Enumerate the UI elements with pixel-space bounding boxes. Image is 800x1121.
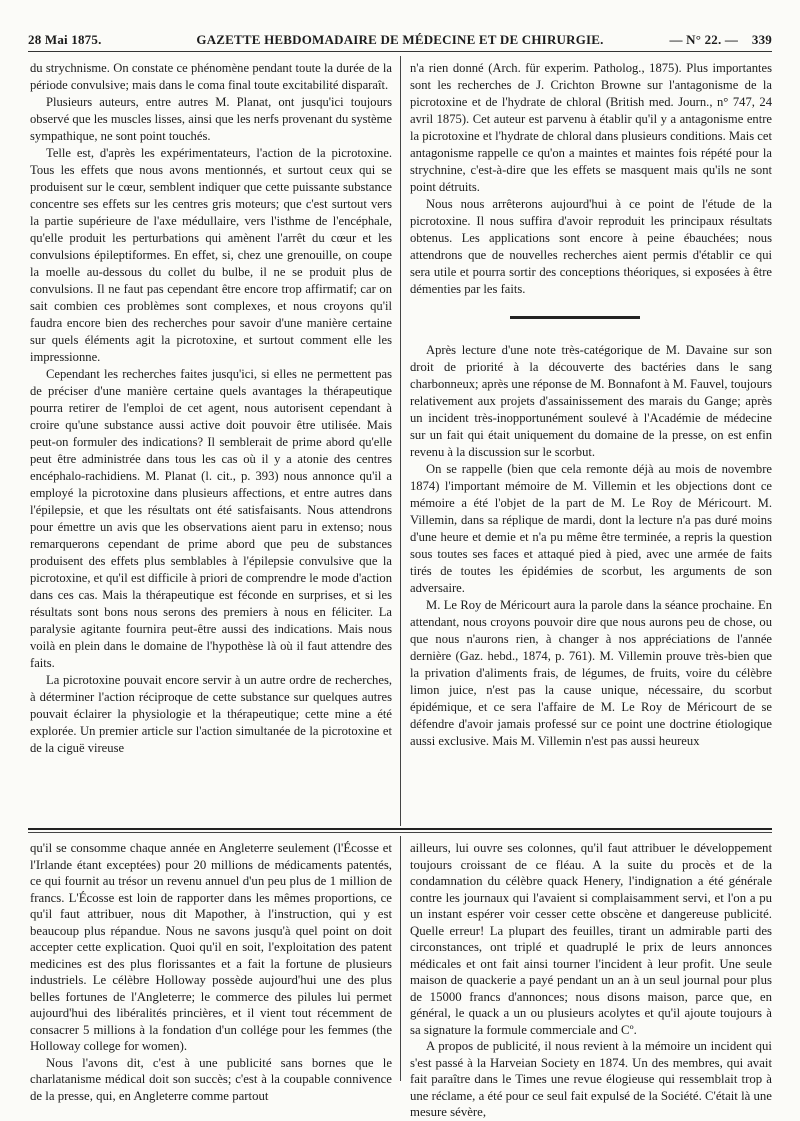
paragraph: qu'il se consomme chaque année en Angleterre seulement (l'Écosse et l'Irlande étant exceptées) pour 20 millions de médicaments patentés, ce qui fournit au trésor un revenu annuel d'un peu plus de 1 million de francs. L'Écosse est loin de rapporter dans les mêmes proportions, ce qu'il faut attribuer, nous dit Mapother, à l'instruction, qui y est beaucoup plus répandue. Nous ne savons jusqu'à quel point on doit accepter cette explication. Quoi qu'il en soit, l'exploitation des patent medicines est des plus florissantes et a fait la fortune de plusieurs industriels. Le célèbre Holloway possède aujourd'hui une des plus belles fortunes de l'Angleterre; le commerce des pilules lui permet aujourd'hui des libéralités princières, et il vient tout récemment de consacrer 5 millions à la fondation d'un collége pour les femmes (the Holloway college for women). xyxy=(30,841,392,1053)
paragraph: ailleurs, lui ouvre ses colonnes, qu'il faut attribuer le développement toujours croissant de ce fléau. A la suite du procès et de la condamnation du célèbre quack Henery, l'indignation a été générale contre les journaux qui l'avaient si complaisamment servi, et l'on a pu un instant espérer voir cesser cette obscène et dangereuse publicité. Quelle erreur! La plupart des feuilles, tirant un admirable parti des circonstances, ont triplé et quadruplé le prix de leurs annonces médicales et ont fait ainsi tourner l'incident à leur profit. Une seule maison de quackerie a payé pendant un an à un seul journal pour plus de 15000 francs d'annonces; nous disons maison, parce que, en général, le quack a un ou plusieurs acolytes et qu'il ajoute toujours à sa signature la formule commerciale and Cº. xyxy=(410,841,772,1037)
header-date: 28 Mai 1875. xyxy=(28,32,102,47)
feuilleton-rule-thin xyxy=(28,832,772,833)
paragraph: Nous nous arrêterons aujourd'hui à ce point de l'étude de la picrotoxine. Il nous suffira d'avoir reproduit les principaux résultats obtenus. Les applications sont encore à peine ébauchées; nous attendrons que de nouvelles recherches aient permis d'établir ce qui sera utile et pourra sortir des conceptions théoriques, si exposées à être démenties par les faits. xyxy=(410,197,772,296)
section-separator-space xyxy=(410,298,772,342)
paragraph: n'a rien donné (Arch. für experim. Patholog., 1875). Plus importantes sont les recherches de J. Crichton Browne sur l'antagonisme de la picrotoxine et de l'hydrate de chloral (British med. Journ., n° 747, 24 avril 1875). Cet auteur est parvenu à établir qu'il y a antagonisme entre la picrotoxine et l'hydrate de chloral dans plusieurs conditions. Mais cet antagonisme rappelle ce qu'on a maintes et maintes fois répété pour la strychnine, c'est-à-dire que les effets se masquent mais qu'ils ne sont point détruits. xyxy=(410,61,772,194)
paragraph: Telle est, d'après les expérimentateurs, l'action de la picrotoxine. Tous les effets que nous avons mentionnés, et surtout ceux qui se produisent sur le cœur, semblent indiquer que cette puissante substance concentre ses effets sur les centres gris moteurs; que c'est surtout vers la partie supérieure de l'axe médullaire, vers l'isthme de l'encéphale, qu'elle produit les perturbations qui amènent l'arrêt du cœur et les convulsions épileptiformes. En effet, si, chez une grenouille, on coupe la moelle au-dessous du collet du bulbe, il ne se produit plus de convulsions. Il ne faut pas cependant être encore trop affirmatif; car on sait combien ces problèmes sont complexes, et nous croyons qu'il faudra encore bien des recherches pour savoir d'une manière certaine sur quels éléments agit la picrotoxine, et surtout comment elle les impressionne. xyxy=(30,146,392,364)
header-issue-page xyxy=(669,32,772,48)
column-right-top xyxy=(410,60,772,825)
header-title: GAZETTE HEBDOMADAIRE DE MÉDECINE ET DE CHIRURGIE. xyxy=(196,32,604,47)
feuilleton-rule-thick xyxy=(28,828,772,830)
paragraph: La picrotoxine pouvait encore servir à un autre ordre de recherches, à déterminer l'action réciproque de cette substance sur quelques autres pouvait éclairer la physiologie et la thérapeutique; cette mine a été explorée. Un premier article sur l'action simultanée de la picrotoxine et de la ciguë vireuse xyxy=(30,673,392,755)
header-rule xyxy=(28,51,772,52)
paragraph: Cependant les recherches faites jusqu'ici, si elles ne permettent pas de préciser d'une manière certaine quels avantages la thérapeutique pourra retirer de l'emploi de cet agent, nous autorisent cependant à croire qu'une substance aussi active doit pouvoir être utilisée. Mais peut-on formuler des indications? Il semblerait de prime abord qu'elle peut être administrée dans tous les cas où il y a atonie des centres encéphalo-rachidiens. M. Planat (l. cit., p. 393) nous annonce qu'il a employé la picrotoxine dans plusieurs affections, et entre autres dans l'épilepsie, et que les résultats ont été satisfaisants. Nous attendrons pour émettre un avis que les observations aient paru in extenso; nous remarquerons cependant de prime abord que peu de substances produisent des effets plus semblables à l'épilepsie convulsive que la picrotoxine, et qu'il est difficile à priori de comprendre le mode d'action dans ces cas. Mais la thérapeutique est féconde en surprises, et si les résultats sont bons nous serons des premiers à nous en féliciter. La paralysie agitante fournira peut-être aussi des indications. Mais nous voilà en plein dans le domaine de l'hypothèse là où il faut attendre des faits. xyxy=(30,367,392,670)
column-divider-top xyxy=(400,56,401,826)
paragraph: On se rappelle (bien que cela remonte déjà au mois de novembre 1874) l'important mémoire de M. Villemin et les objections dont ce mémoire a été l'objet de la part de M. Le Roy de Méricourt. M. Villemin, dans sa réplique de mardi, dont la lecture n'a pas duré moins d'une heure et demie et n'a pu même être terminée, a repris la question sous toutes ses faces et attaqué pied à pied, avec une armée de faits tirés de toutes les épidémies de scorbut, les arguments de son adversaire. xyxy=(410,462,772,595)
paragraph: Plusieurs auteurs, entre autres M. Planat, ont jusqu'ici toujours observé que les muscles lisses, ainsi que les nerfs provenant du système sympathique, ne sont point touchés. xyxy=(30,95,392,143)
paragraph: M. Le Roy de Méricourt aura la parole dans la séance prochaine. En attendant, nous croyons pouvoir dire que nous aurons peu de chose, ou que nous n'aurons rien, à changer à nos appréciations de l'année dernière (Gaz. hebd., 1874, p. 761). M. Villemin prouve très-bien que la privation d'aliments frais, de légumes, de fruits, voire du célèbre limon juice, n'est pas la cause unique, nécessaire, du scorbut épidémique, et ce sera l'affaire de M. Le Roy de Méricourt de se défendre d'avoir jamais professé sur ce point une doctrine étiologique aussi exclusive. Mais M. Villemin n'est pas aussi heureux xyxy=(410,598,772,748)
column-left-top xyxy=(30,60,392,825)
column-divider-bottom xyxy=(400,836,401,1081)
header-issue: — N° 22. — xyxy=(669,32,739,47)
header-page-number: 339 xyxy=(751,32,772,47)
section-separator-rule xyxy=(510,316,640,319)
running-header xyxy=(28,28,772,50)
paragraph: A propos de publicité, il nous revient à la mémoire un incident qui s'est passé à la Harveian Society en 1874. Un des membres, qui avait fait paraître dans le Times une revue élogieuse qui ressemblait trop à une réclame, a été pour ce seul fait expulsé de la Société. C'était là une mesure sévère, xyxy=(410,1039,772,1119)
paragraph: Nous l'avons dit, c'est à une publicité sans bornes que le charlatanisme médical doit son succès; c'est à la coupable connivence de la presse, qui, en Angleterre comme partout xyxy=(30,1055,392,1103)
paragraph: Après lecture d'une note très-catégorique de M. Davaine sur son droit de priorité à la découverte des bactéries dans le sang charbonneux; après une réponse de M. Bonnafont à M. Fauvel, toujours relativement aux projets d'assainissement des marais du Gange; après un incident très-inopportunément soulevé à l'Académie de médecine sur un fait qui était uniquement du domaine de la presse, on est enfin revenu à la discussion sur le scorbut. xyxy=(410,343,772,459)
column-left-bottom xyxy=(30,840,392,1103)
column-right-bottom xyxy=(410,840,772,1119)
paragraph: du strychnisme. On constate ce phénomène pendant toute la durée de la période convulsive; mais dans le coma final toute excitabilité disparaît. xyxy=(30,61,392,92)
